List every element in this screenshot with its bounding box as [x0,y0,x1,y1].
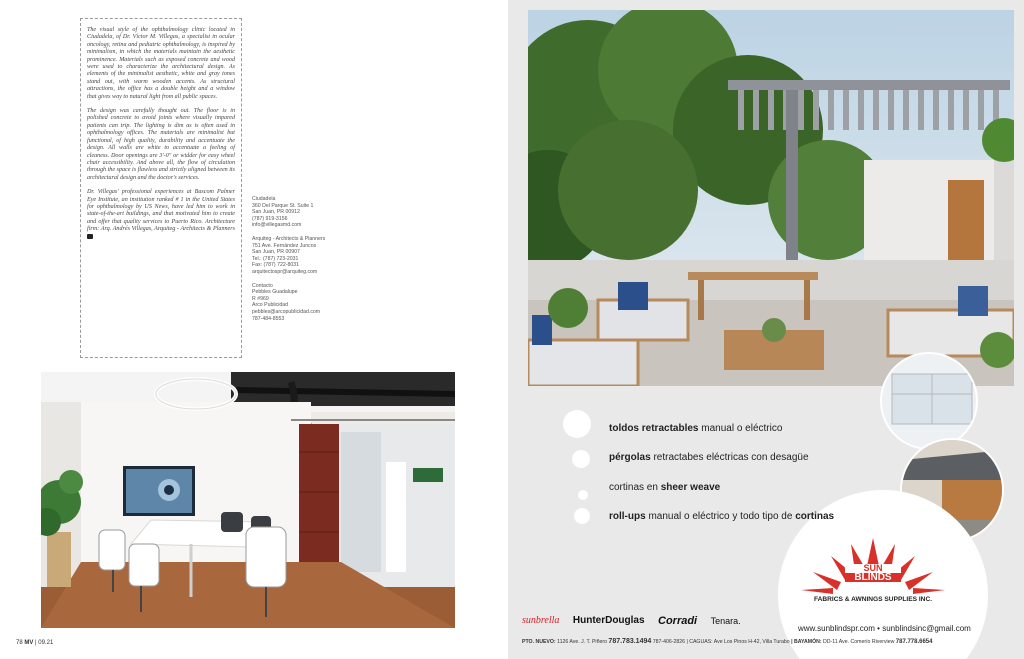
feature-awnings [609,423,782,434]
feature-pergolas [609,452,809,463]
feature-sheer-weave [609,482,720,493]
credit-line: Ciudadela [252,196,276,202]
deco-circle [578,490,588,500]
website-link[interactable]: www.sunblindspr.com [798,624,875,633]
office-illustration [41,372,455,628]
credit-line: pebbles@arcopublicidad.com [252,308,321,315]
page-number: 78 [16,640,23,646]
feature-text: manual o eléctrico [698,423,783,434]
deco-circle [563,410,591,438]
credit-line: 751 Ave. Fernández Juncos [252,242,317,249]
issue-date: 09.21 [38,640,54,646]
office-photo [41,372,455,628]
credit-line: 360 Del Parque St. Suite 1 [252,202,314,209]
clinic-credits [252,196,372,229]
window-photo-circle [880,352,978,450]
end-mark-icon [87,234,93,239]
logo-tagline: FABRICS & AWNINGS SUPPLIES INC. [813,596,933,603]
credits-column [252,196,372,329]
article-paragraph-3: Dr. Villegas' professional experiences at Bascom Palmer Eye Institute, an institution ranked # 1 in the United States for ophthalmology by US News, have led him to work in state-of-the-art buildings, and that motivated him to create and offer that quality services to Puerto Rico. Architecture firm: Arq. Andrés Villegas, Arquiteg - Architects & Planners [87,189,235,241]
footer-separator: | [35,640,37,646]
credit-line: Pebbles Guadalupe [252,289,298,296]
feature-bold-text: cortinas [795,511,835,522]
feature-text: cortinas en [609,482,661,493]
credit-line: Tel.: (787) 723-2031 [252,255,299,262]
sunbrella-logo: sunbrella [522,615,560,627]
logo-line-1: SUN [845,564,901,573]
left-page [0,0,508,659]
credit-line: info@villegasmd.com [252,222,302,229]
feature-roll-ups [609,511,834,522]
article-text-box [80,18,242,358]
credit-line: (787) 919-3156 [252,215,288,222]
phone-number: 787.778.6654 [895,639,933,645]
credit-line: San Juan, PR 00907 [252,249,300,256]
feature-bold-text: sheer weave [660,482,721,493]
contact-credits [252,283,372,323]
address-text: DD-11 Ave. Comerío Riverview [821,639,896,645]
terrace-illustration [528,10,1014,386]
address-text: 1126 Ave. J. T. Piñero [555,639,609,645]
feature-bold-text: roll-ups [609,511,646,522]
credit-line: Fax: (787) 722-8031 [252,262,300,269]
credit-line: Contacto [252,282,273,289]
credit-line: R #969 [252,295,269,302]
phone-number-secondary: 787-406-2826 [651,639,685,645]
web-contact [798,624,971,633]
deco-circle [572,450,590,468]
credit-line: 787-484-8553 [252,315,285,322]
corradi-logo: Corradi [658,614,698,627]
address-label: | BAYAMÓN: [791,639,822,645]
feature-text: retractabes eléctricas con desagüe [650,452,809,463]
article-paragraph-2: The design was carefully thought out. The floor is in polished concrete to avoid joints where visually impared patients can trip. The lighting is dim as is often used in ophthalmology offices. The materials are minimalist but functional, of high quality, durability and accentuate the design. All walls are white to accentuate a feeling of cleaness. Door openings are 3'-0" or widder for easy wheel chair accessibility. And above all, the flow of circulation through the space is flawless and strictly aligned between its architectural design and the doctor's services. [87,108,235,181]
address-label: PTO. NUEVO: [522,639,556,645]
feature-text: manual o eléctrico y todo tipo de [645,511,796,522]
deco-circle [574,508,590,524]
sun-blinds-logo [793,536,953,616]
brand-logos [522,612,750,630]
terrace-photo [528,10,1014,386]
credit-line: San Juan, PR 00912 [252,209,300,216]
magazine-name: MV [24,640,34,646]
phone-number: 787.783.1494 [608,638,652,645]
logo-text-box [845,564,901,582]
architect-credits [252,236,372,276]
credit-line: Arquiteg - Architects & Planners [252,235,326,242]
credit-line: arquitectospr@arquiteg.com [252,268,318,275]
tenara-logo: Tenara. [710,615,741,626]
address-text: | CAGUAS: Ave Los Pinos H-42, Villa Turabo [685,639,792,645]
page-footer [16,640,53,646]
credit-line: Arco Publicidad [252,302,289,309]
article-paragraph-1: The visual style of the ophthalmology clinic located in Ciudadela, of Dr. Víctor M. Villegas, a specialist in ocular oncology, retina and pediatric ophthalmology, is inspired by minimalism, in which the materials maintain the aesthetic prominence. Materials such as exposed concrete and wood were used to characterize the architectural design. As elements of the minimalist aesthetic, white and gray tones stand out, with warm wooden accents. As structural attractions, the office has a double height and a window that gives way to natural light from all public spaces. [87,27,235,100]
logo-line-2: BLINDS [845,573,901,582]
email-link[interactable]: sunblindsinc@gmail.com [882,624,971,633]
right-page-advertisement [508,0,1024,659]
feature-bold-text: pérgolas [609,452,651,463]
store-addresses [522,638,932,645]
hunterdouglas-logo: HunterDouglas [572,615,645,627]
window-illustration [882,354,978,450]
contact-separator: • [877,624,880,633]
feature-bold-text: toldos retractables [609,423,699,434]
